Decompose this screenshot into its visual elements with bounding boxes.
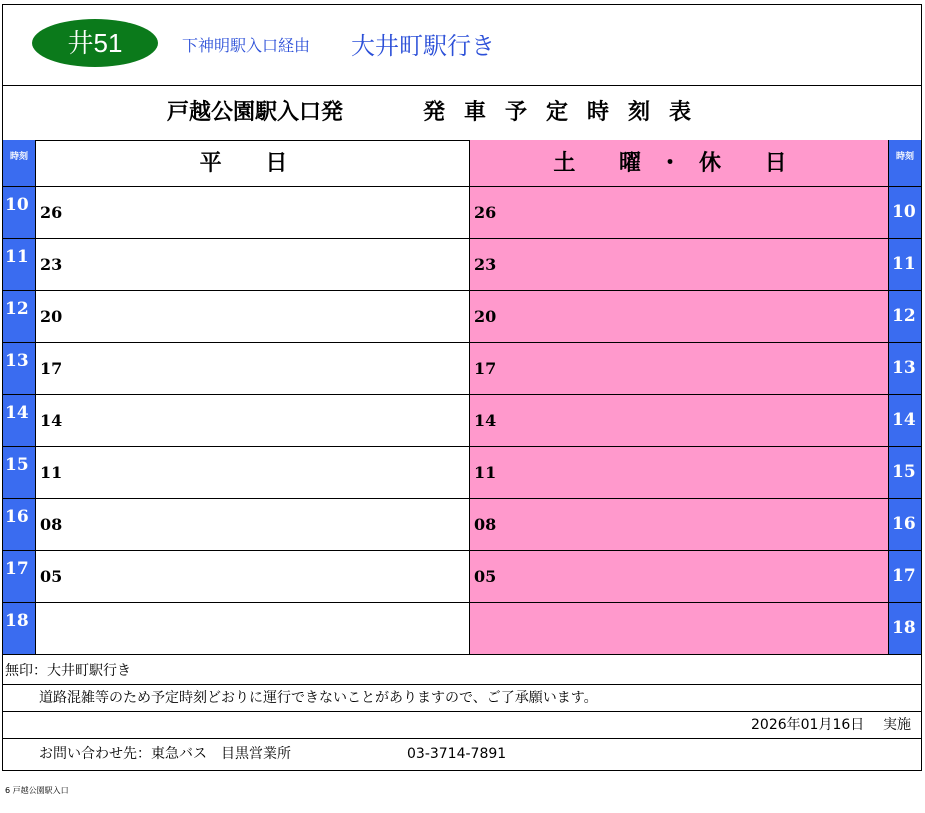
hour-cell-left: 10 xyxy=(3,187,35,238)
weekday-header: 平 日 xyxy=(35,140,469,187)
weekday-cell xyxy=(35,447,469,498)
effective-label: 実施 xyxy=(883,717,911,733)
weekend-cell xyxy=(469,499,889,550)
timetable-row xyxy=(3,187,921,239)
timetable-row xyxy=(3,551,921,603)
weekend-minutes: 23 xyxy=(474,255,497,274)
notice-text: 道路混雑等のため予定時刻どおりに運行できないことがありますので、ご了承願います。 xyxy=(39,690,598,706)
weekend-minutes: 08 xyxy=(474,515,497,534)
route-destination: 大井町駅行き xyxy=(351,32,495,60)
page-note: 6 戸越公園駅入口 xyxy=(5,786,69,795)
route-number-badge: 井51 xyxy=(32,19,158,67)
weekday-cell xyxy=(35,291,469,342)
weekend-header: 土 曜・休 日 xyxy=(469,140,889,187)
timetable-kind: 発車予定時刻表 xyxy=(423,100,711,125)
weekday-cell xyxy=(35,603,469,654)
hour-cell-right: 18 xyxy=(889,603,921,654)
weekday-cell xyxy=(35,551,469,602)
weekday-minutes: 23 xyxy=(40,255,63,274)
timetable-title xyxy=(3,85,921,141)
weekday-minutes: 11 xyxy=(40,463,63,482)
weekend-cell xyxy=(469,343,889,394)
weekend-cell xyxy=(469,551,889,602)
hour-cell-left: 14 xyxy=(3,395,35,446)
hour-cell-right: 14 xyxy=(889,395,921,446)
weekday-cell xyxy=(35,499,469,550)
contact-row xyxy=(3,739,921,770)
timetable-row xyxy=(3,239,921,291)
weekend-cell xyxy=(469,291,889,342)
hour-cell-left: 11 xyxy=(3,239,35,290)
route-via: 下神明駅入口経由 xyxy=(182,36,311,55)
contact-text: お問い合わせ先：東急バス 目黒営業所 xyxy=(39,746,291,762)
weekend-cell xyxy=(469,603,889,654)
weekend-cell xyxy=(469,239,889,290)
weekend-cell xyxy=(469,447,889,498)
timetable-row xyxy=(3,447,921,499)
weekday-minutes: 08 xyxy=(40,515,63,534)
weekday-minutes: 17 xyxy=(40,359,63,378)
timetable-row xyxy=(3,499,921,551)
route-header xyxy=(3,5,921,86)
weekday-cell xyxy=(35,239,469,290)
hour-cell-left: 16 xyxy=(3,499,35,550)
weekend-minutes: 11 xyxy=(474,463,497,482)
weekday-cell xyxy=(35,395,469,446)
weekday-minutes: 26 xyxy=(40,203,63,222)
departure-stop: 戸越公園駅入口発 xyxy=(167,100,344,125)
weekday-cell xyxy=(35,187,469,238)
weekend-cell xyxy=(469,395,889,446)
notice-row xyxy=(3,685,921,712)
hour-cell-left: 18 xyxy=(3,603,35,654)
hour-cell-right: 11 xyxy=(889,239,921,290)
legend-text: 無印：大井町駅行き xyxy=(5,663,131,679)
weekend-minutes: 26 xyxy=(474,203,497,222)
hour-cell-right: 15 xyxy=(889,447,921,498)
weekend-cell xyxy=(469,187,889,238)
hour-cell-left: 15 xyxy=(3,447,35,498)
hour-header-right: 時刻 xyxy=(889,140,921,187)
hour-cell-right: 12 xyxy=(889,291,921,342)
timetable-row xyxy=(3,291,921,343)
weekday-cell xyxy=(35,343,469,394)
weekend-minutes: 17 xyxy=(474,359,497,378)
hour-cell-left: 13 xyxy=(3,343,35,394)
weekend-minutes: 05 xyxy=(474,567,497,586)
effective-row xyxy=(3,712,921,739)
weekend-minutes: 20 xyxy=(474,307,497,326)
weekend-minutes: 14 xyxy=(474,411,497,430)
timetable-row xyxy=(3,343,921,395)
timetable-row xyxy=(3,395,921,447)
contact-phone: 03-3714-7891 xyxy=(407,746,507,762)
hour-cell-right: 13 xyxy=(889,343,921,394)
effective-date: 2026年01月16日 xyxy=(751,717,865,733)
legend-row xyxy=(3,657,921,685)
hour-header-left: 時刻 xyxy=(3,140,35,187)
weekday-minutes: 05 xyxy=(40,567,63,586)
hour-cell-left: 17 xyxy=(3,551,35,602)
timetable-row xyxy=(3,603,921,655)
hour-cell-right: 10 xyxy=(889,187,921,238)
weekday-minutes: 14 xyxy=(40,411,63,430)
timetable-sheet xyxy=(2,4,922,771)
hour-cell-left: 12 xyxy=(3,291,35,342)
hour-cell-right: 17 xyxy=(889,551,921,602)
hour-cell-right: 16 xyxy=(889,499,921,550)
weekday-minutes: 20 xyxy=(40,307,63,326)
